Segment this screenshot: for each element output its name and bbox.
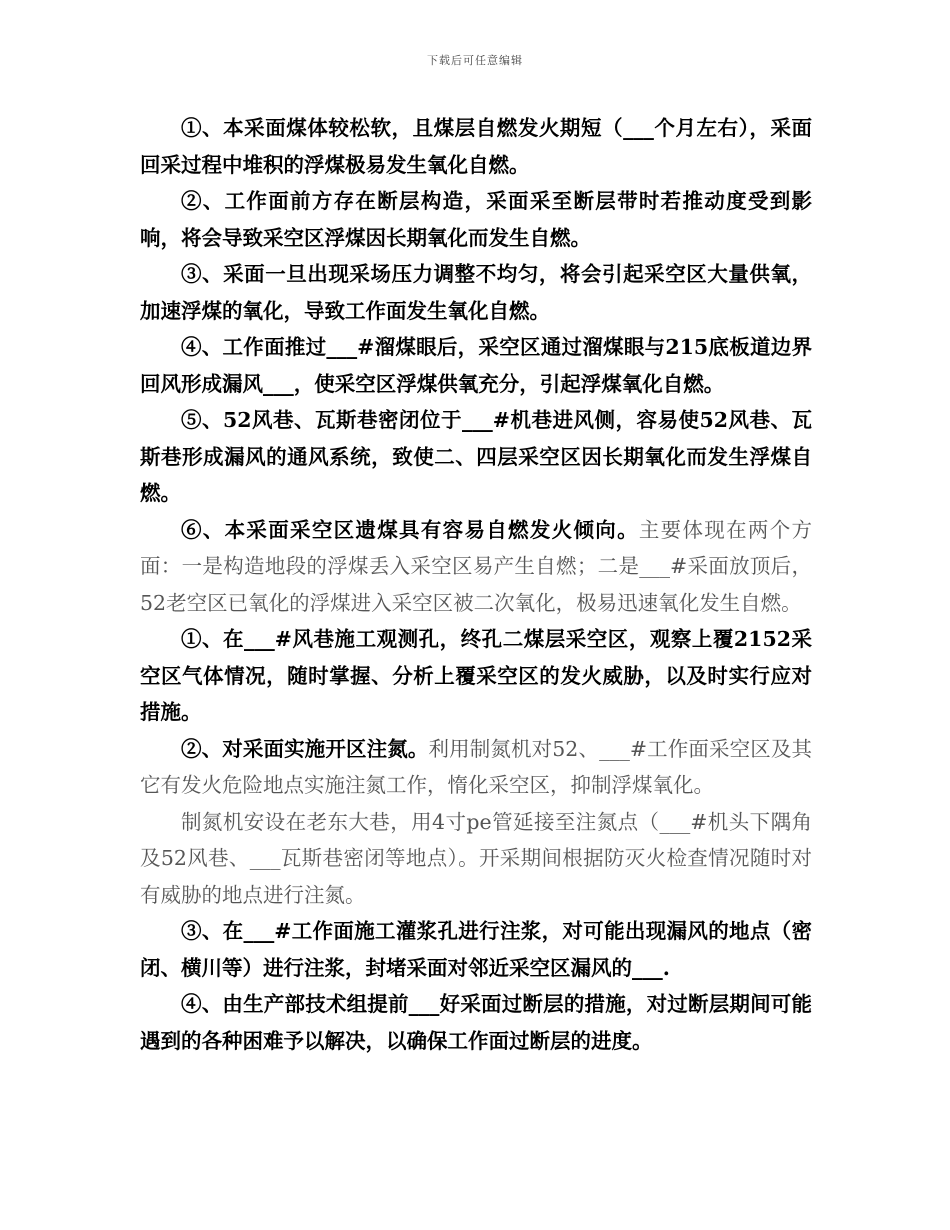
paragraph-9-light: 制氮机安设在老东大巷，用4寸pe管延接至注氮点（___#机头下隅角及52风巷、___瓦斯巷密闭等地点）。开采期间根据防灭火检查情况随时对有威胁的地点进行注氮。 xyxy=(140,809,812,907)
paragraph-6-light: 主要体现在两个方面：一是构造地段的浮煤丢入采空区易产生自燃；二是___#采面放顶后，52老空区已氧化的浮煤进入采空区被二次氧化，极易迅速氧化发生自燃。 xyxy=(140,517,812,615)
paragraph-3-bold: ③、采面一旦出现采场压力调整不均匀，将会引起采空区大量供氧，加速浮煤的氧化，导致工作面发生氧化自燃。 xyxy=(140,262,812,323)
paragraph-8-bold: ②、对采面实施开区注氮。 xyxy=(181,736,429,761)
paragraph-4-bold: ④、工作面推过___#溜煤眼后，采空区通过溜煤眼与215底板道边界回风形成漏风___，使采空区浮煤供氧充分，引起浮煤氧化自燃。 xyxy=(140,335,812,396)
paragraph-1-bold: ①、本采面煤体较松软，且煤层自燃发火期短（___个月左右），采面回采过程中堆积的浮煤极易发生氧化自燃。 xyxy=(140,116,812,177)
page-header: 下载后可任意编辑 xyxy=(427,54,523,67)
paragraph-9 xyxy=(140,804,812,914)
paragraph-7 xyxy=(140,621,812,731)
paragraph-1 xyxy=(140,110,812,183)
paragraph-2-bold: ②、工作面前方存在断层构造，采面采至断层带时若推动度受到影响，将会导致采空区浮煤因长期氧化而发生自燃。 xyxy=(140,189,812,250)
paragraph-10-bold: ③、在___#工作面施工灌浆孔进行注浆，对可能出现漏风的地点（密闭、横川等）进行注浆，封堵采面对邻近采空区漏风的___. xyxy=(140,919,812,980)
paragraph-6-bold: ⑥、本采面采空区遗煤具有容易自燃发火倾向。 xyxy=(181,517,639,542)
paragraph-7-bold: ①、在___#风巷施工观测孔，终孔二煤层采空区，观察上覆2152采空区气体情况，随时掌握、分析上覆采空区的发火威胁，以及时实行应对措施。 xyxy=(140,627,812,724)
paragraph-10 xyxy=(140,913,812,986)
paragraph-5 xyxy=(140,402,812,512)
document-body xyxy=(140,110,812,1059)
paragraph-11-bold: ④、由生产部技术组提前___好采面过断层的措施，对过断层期间可能遇到的各种困难予以解决，以确保工作面过断层的进度。 xyxy=(140,992,812,1053)
paragraph-11 xyxy=(140,986,812,1059)
paragraph-4 xyxy=(140,329,812,402)
paragraph-3 xyxy=(140,256,812,329)
paragraph-2 xyxy=(140,183,812,256)
paragraph-8 xyxy=(140,731,812,804)
paragraph-6 xyxy=(140,512,812,622)
paragraph-8-light: 利用制氮机对52、___#工作面采空区及其它有发火危险地点实施注氮工作，惰化采空区，抑制浮煤氧化。 xyxy=(140,736,813,797)
paragraph-5-bold: ⑤、52风巷、瓦斯巷密闭位于___#机巷进风侧，容易使52风巷、瓦斯巷形成漏风的通风系统，致使二、四层采空区因长期氧化而发生浮煤自燃。 xyxy=(140,408,812,505)
